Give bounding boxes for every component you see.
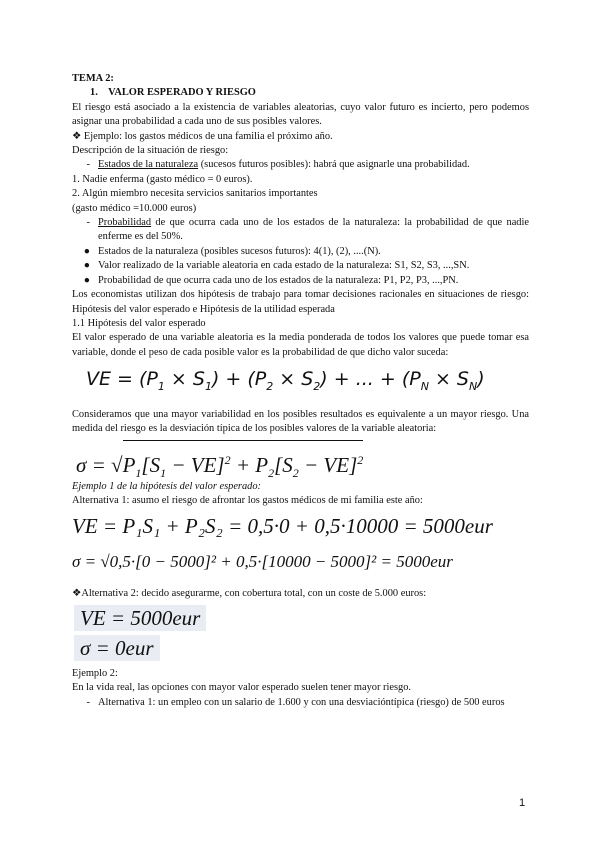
probability-term: Probabilidad [98,217,152,229]
dash-marker: - [86,159,90,171]
dash-marker: - [86,217,90,229]
probability-item [72,216,529,245]
example-1-title: Ejemplo 1 de la hipótesis del valor esperado: [72,480,262,492]
probability-text: de que ocurra cada uno de los estados de la naturaleza: la probabilidad de que nadie enferme es del 50%. [98,217,529,243]
alt2-expected-value-equation: VE = 5000eur [74,605,206,631]
case-2: 2. Algún miembro necesita servicios sanitarios importantes [72,188,318,200]
intro-paragraph: El riesgo está asociado a la existencia de variables aleatorias, cuyo valor futuro es incierto, pero podemos asignar una probabilidad a cada uno de sus posibles valores. [72,101,529,128]
case-2-cost: (gasto médico =10.000 euros) [72,202,197,214]
example-2-title: Ejemplo 2: [72,667,118,679]
alt1-expected-value-equation: VE = P₁S₁ + P₂S₂ = 0,5·0 + 0,5·10000 = 5000eur [72,513,493,538]
list-item [72,245,529,259]
dash-marker: - [86,696,90,708]
case-1: 1. Nadie enferma (gasto médico = 0 euros). [72,173,253,185]
risk-paragraph: Consideramos que una mayor variabilidad en los posibles resultados es equivalente a un mayor riesgo. Una medida del riesgo es la desviación típica de los posibles valores de la variable aleatoria: [72,408,529,435]
description-title: Descripción de la situación de riesgo: [72,145,229,157]
alt2-equations-box [74,605,529,661]
example-line: ❖ Ejemplo: los gastos médicos de una familia el próximo año. [72,130,333,142]
bullet-text: Valor realizado de la variable aleatoria en cada estado de la naturaleza: S1, S2, S3, ...,SN. [98,260,470,272]
expected-value-definition: El valor esperado de una variable aleatoria es la media ponderada de todos los valores que puede tomar esa variable, donde el peso de cada posible valor es la probabilidad de que dicho valor suceda: [72,332,529,358]
page-number: 1 [519,797,526,809]
alt1-std-deviation-equation: σ = √0,5·[0 − 5000]² + 0,5·[10000 − 5000]² = 5000eur [72,551,453,571]
bullet-icon: ● [83,245,90,257]
bullet-icon: ● [83,260,90,272]
subsection-heading: 1.1 Hipótesis del valor esperado [72,317,206,329]
alternative-1: Alternativa 1: asumo el riesgo de afrontar los gastos médicos de mi familia este año: [72,495,423,507]
bullet-text: Probabilidad de que ocurra cada uno de los estados de la naturaleza: P1, P2, P3, ...,PN. [98,274,459,286]
list-item [72,274,529,288]
section-heading: 1. VALOR ESPERADO Y RIESGO [90,87,256,99]
std-deviation-formula: $\sigma = √P_1[S_1 - VE]^2 + P_2[S_2 - VE]^2$ [76,440,529,476]
bullet-icon: ● [83,274,90,286]
bullet-text: Estados de la naturaleza (posibles sucesos futuros): 4(1), (2), ....(N). [98,245,381,257]
example-2-alternative-1 [72,696,529,710]
economists-paragraph: Los economistas utilizan dos hipótesis de trabajo para tomar decisiones racionales en situaciones de riesgo: Hipótesis del valor esperado e Hipótesis de la utilidad esperada [72,289,529,315]
list-item [72,259,529,273]
expected-value-formula: VE = $(P_1 \times S_1) + (P_2 \times S_2)$ + ... + $(P_N \times S_N)$ [86,368,485,393]
states-text: (sucesos futuros posibles): habrá que asignarle una probabilidad. [198,159,470,171]
alt2-std-deviation-equation: σ = 0eur [74,635,160,661]
document-page [72,72,529,710]
page-title: TEMA 2: [72,73,114,84]
states-term: Estados de la naturaleza [98,159,199,171]
example-2-alternative-1-text: Alternativa 1: un empleo con un salario de 1.600 y con una desviacióntípica (riesgo) de 500 euros [98,696,505,708]
alternative-2: ❖Alternativa 2: decido asegurarme, con cobertura total, con un coste de 5.000 euros: [72,587,427,599]
real-life-paragraph: En la vida real, las opciones con mayor valor esperado suelen tener mayor riesgo. [72,682,412,694]
states-item [72,158,529,172]
